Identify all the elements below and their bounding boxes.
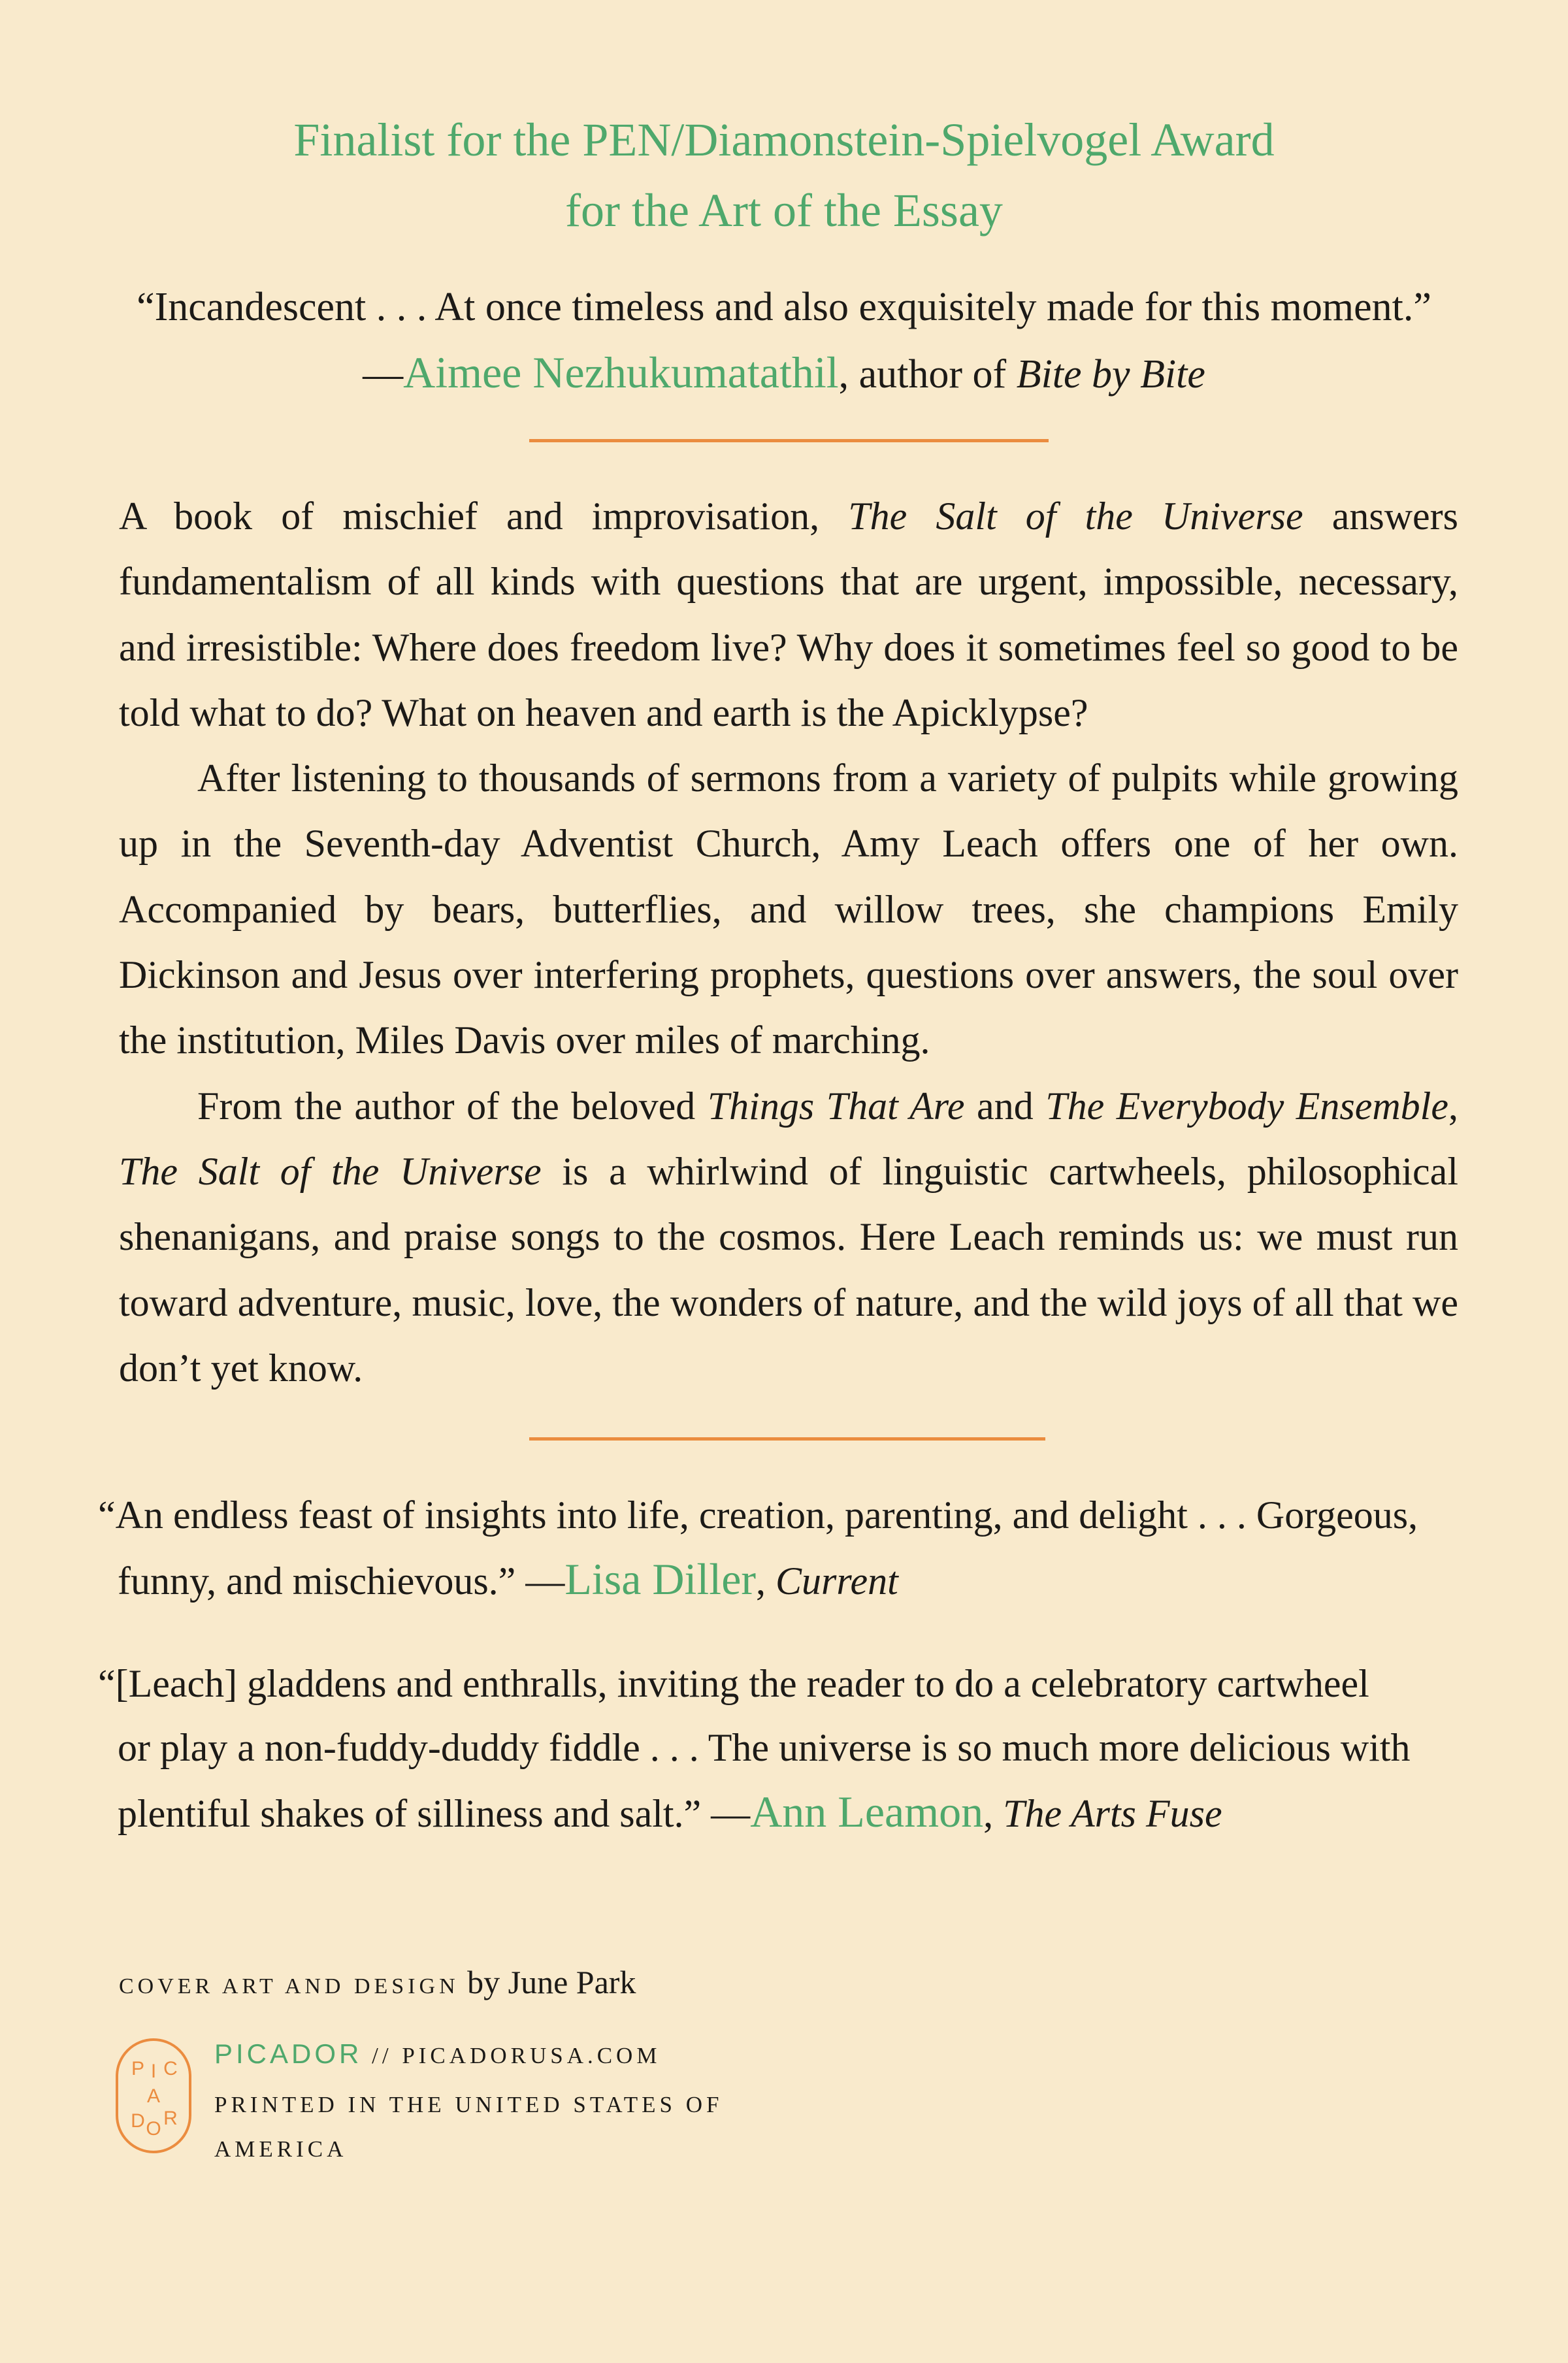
logo-letter: P <box>131 2058 145 2079</box>
quote-text: plentiful shakes of silliness and salt.” — <box>118 1792 751 1835</box>
award-heading <box>0 105 1568 246</box>
quote-source: Current <box>776 1559 898 1603</box>
top-blurb <box>0 274 1568 407</box>
publisher-info <box>214 2032 723 2172</box>
description-text: is a whirlwind of linguistic cartwheels, philosophical shenanigans, and praise songs to the cosmos. Here Leach reminds us: we must run toward adventure, music, love, the wonders of nature, and the wild joys of all that we don’t yet know. <box>119 1149 1458 1390</box>
attribution-dash: — <box>363 352 404 397</box>
review-quote <box>98 1483 1463 1613</box>
description-paragraph: After listening to thousands of sermons from a variety of pulpits while growing up in the Seventh-day Adventist Church, Amy Leach offers one of her own. Accompanied by bears, butterflies, and willow trees, she champions Emily Dickinson and Jesus over interfering prophets, questions over answers, the soul over the institution, Miles Davis over miles of marching. <box>119 757 1458 1062</box>
quote-line <box>98 1780 1463 1846</box>
quote-source: The Arts Fuse <box>1003 1792 1222 1835</box>
quote-author: Ann Leamon <box>750 1787 984 1836</box>
book-title: The Salt of the Universe <box>119 1149 542 1193</box>
book-title: The Everybody Ensemble <box>1045 1084 1448 1128</box>
book-title: The Salt of the Universe <box>848 495 1303 538</box>
description-text: , <box>1448 1084 1458 1128</box>
review-quote <box>98 1652 1463 1846</box>
attribution-work: Bite by Bite <box>1016 352 1205 397</box>
description <box>119 483 1458 1401</box>
quote-line: or play a non-fuddy-duddy fiddle . . . The universe is so much more delicious with <box>118 1726 1411 1769</box>
top-blurb-text: “Incandescent . . . At once timeless and also exquisitely made for this moment.” <box>137 285 1431 329</box>
attribution-suffix: , author of <box>838 352 1017 397</box>
award-line-1: Finalist for the PEN/Diamonstein-Spielvogel Award <box>293 114 1275 166</box>
book-title: Things That Are <box>707 1084 965 1128</box>
logo-letter: D <box>131 2110 145 2132</box>
cover-credit <box>119 1961 636 2008</box>
quote-text: , <box>983 1792 1004 1835</box>
printed-line-2: AMERICA <box>214 2136 348 2162</box>
logo-letter: R <box>163 2108 178 2129</box>
divider-rule <box>529 1437 1045 1441</box>
attribution-author: Aimee Nezhukumatathil <box>403 348 839 397</box>
description-paragraph <box>119 1073 1458 1401</box>
description-text: answers fundamentalism of all kinds with questions that are urgent, impossible, necessary, and irresistible: Where does freedom live? Why does it sometimes feel so good to be told what to do? What on heaven and earth is the Apicklypse? <box>119 495 1458 734</box>
description-paragraph <box>119 483 1458 745</box>
printed-line-1: PRINTED IN THE UNITED STATES OF <box>214 2092 723 2117</box>
description-text: A book of mischief and improvisation, <box>119 495 849 538</box>
credit-label: COVER ART AND DESIGN <box>119 1974 459 1998</box>
quote-line: “An endless feast of insights into life, creation, parenting, and delight . . . Gorgeous, <box>98 1493 1418 1537</box>
quote-line <box>98 1547 1463 1613</box>
quote-text: , <box>756 1559 776 1603</box>
logo-letter: I <box>150 2061 157 2082</box>
quote-line: “[Leach] gladdens and enthralls, inviting the reader to do a celebratory cartwheel <box>98 1662 1369 1705</box>
top-blurb-attribution <box>0 340 1568 407</box>
logo-letter: O <box>146 2118 161 2140</box>
publisher-name: PICADOR <box>214 2038 363 2069</box>
award-line-2: for the Art of the Essay <box>565 184 1003 236</box>
quote-author: Lisa Diller <box>564 1554 757 1604</box>
quote-text: funny, and mischievous.” — <box>118 1559 565 1603</box>
divider-rule <box>529 439 1049 442</box>
publisher-website: PICADORUSA.COM <box>402 2043 661 2068</box>
publisher-row <box>214 2032 723 2083</box>
publisher-separator: // <box>362 2043 402 2068</box>
logo-letter: A <box>146 2085 161 2107</box>
credit-name: by June Park <box>459 1964 636 2000</box>
logo-letter: C <box>163 2058 178 2079</box>
description-text: and <box>964 1084 1046 1128</box>
description-text: From the author of the beloved <box>197 1084 708 1128</box>
picador-logo-icon <box>114 2037 193 2155</box>
